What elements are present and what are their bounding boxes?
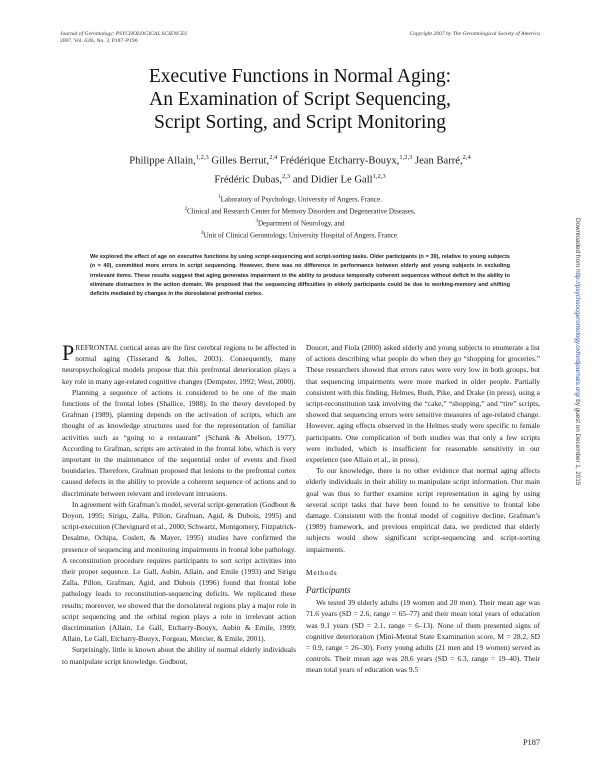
- sidebar-prefix: Downloaded from: [574, 218, 581, 270]
- journal-header: [60, 31, 187, 45]
- methods-heading: Methods: [306, 567, 338, 577]
- intro-paragraph-6: To our knowledge, there is no other evidence that normal aging affects elderly individuals in their ability to manipulate script information. Our main goal was thus to further examine script representation in aging by using several script tasks that have been found to be sensitive to frontal lobe damage. Consistent with the frontal model of cognitive decline, Grafman’s (1989) framework, and previous empirical data, we predicted that elderly subjects would show significant script-sequencing and script-sorting impairments.: [306, 466, 540, 554]
- download-sidebar: [571, 218, 581, 558]
- intro-paragraph-4: Surprisingly, little is known about the ability of normal elderly individuals to manipulate script knowledge. Godbout,: [62, 645, 296, 666]
- intro-paragraph-2: Planning a sequence of actions is considered to be one of the main functions of the frontal lobes (Shallice, 1988). In the theory developed by Grafman (1989), planning depends on the activation of scripts, which are thought of as knowledge structures used for the representation of familiar activities such as “going to a restaurant” (Schank & Abelson, 1977). According to Grafman, scripts are activated in the frontal lobe, which is very important in the maintenance of the sequential order of events and fixed boundaries. Therefore, Grafman proposed that lesions to the prefrontal cortex caused defects in the ability to provide a coherent sequence of actions and to discriminate between relevant and irrelevant intrusions.: [62, 387, 296, 498]
- affiliation-1: $^1$Laboratory of Psychology, University of Angers, France.: [218, 195, 382, 204]
- author-5-affil: 2,3: [282, 172, 291, 180]
- affiliation-3: $^3$Department of Neurology, and: [255, 218, 345, 228]
- author-3: Frédérique Etcharry-Bouyx,: [279, 155, 400, 167]
- author-3-affil: 1,2,3: [399, 154, 413, 161]
- intro-paragraph-1: PREFRONTAL cortical areas are the first cerebral regions to be affected in normal aging (Tisserand & Jolles, 2003). Consequently, many neuropsychological models propose that this prefrontal deterioration plays a key role in many age-related cognitive changes (Dempster, 1992; West, 2000).: [62, 340, 296, 386]
- author-list: [60, 150, 540, 187]
- page-number: P187: [522, 738, 540, 747]
- title-line-1: Executive Functions in Normal Aging:: [148, 66, 452, 87]
- article-title: [60, 65, 540, 134]
- title-line-2: An Examination of Script Sequencing,: [149, 89, 451, 110]
- journal-volume: 2007, Vol. 62B, No. 3, P187–P190: [60, 38, 138, 44]
- sidebar-url-link[interactable]: http://psychsocgerontology.oxfordjournals.org/: [574, 269, 581, 398]
- author-2: Gilles Berrut,: [211, 155, 270, 167]
- author-6-affil: 1,2,3: [372, 172, 386, 180]
- affiliation-2: $^2$Clinical and Research Center for Memory Disorders and Degenerative Diseases,: [184, 206, 416, 216]
- sidebar-suffix: by guest on December 1, 2015: [574, 397, 581, 486]
- body-column-left: [62, 342, 296, 667]
- intro-paragraph-5: Doucet, and Fiola (2000) asked elderly and young subjects to enumerate a list of actions describing what people do when they go “shopping for groceries.” These researchers showed that errors rates were very low in both groups, but that sequencing impairments were more marked in older people. Partially consistent with this finding, Helmes, Bush, Pike, and Drake (in press), using a script-reconstitution task involving the “cake,” “shopping,” and “tire” scripts, showed that sequencing errors were sensitive measures of age-related change. However, aging effects observed in the Helmes study were specific to female participants. One complication of both studies was that only a few scripts were included, which is insufficient for reasonable sensitivity in our experience (see Allain et al., in press).: [306, 343, 540, 465]
- body-column-right: [306, 342, 540, 676]
- affiliation-4: $^4$Unit of Clinical Gerontology, University Hospital of Angers, France.: [201, 230, 399, 240]
- author-2-affil: 2,4: [269, 154, 278, 161]
- participants-paragraph: We tested 39 elderly adults (19 women and 20 men). Their mean age was 71.6 years (SD = 2.6, range = 65–77) and their mean total years of education was 9.1 years (SD = 2.1, range = 6–13). None of them presented signs of cognitive deterioration (Mini-Mental State Examination score, M = 28.2, SD = 0.9, range = 26–30). Forty young adults (21 men and 19 women) served as controls. Their mean age was 28.6 years (SD = 6.3, range = 19–40). Their mean total years of education was 9.5: [306, 598, 540, 675]
- author-5: Frédéric Dubas,: [214, 174, 283, 186]
- author-4-affil: 2,4: [462, 154, 471, 161]
- author-1-affil: 1,2,3: [195, 154, 209, 161]
- author-6: and Didier Le Gall: [292, 174, 373, 186]
- copyright-notice: Copyright 2007 by The Gerontological Society of America: [409, 31, 540, 37]
- journal-name: Journal of Gerontology: PSYCHOLOGICAL SCIENCES: [60, 31, 188, 37]
- abstract: We explored the effect of age on executive functions by using script-sequencing and script-sorting tasks. Older participants (n = 39), relative to young subjects (n = 40), committed more errors in script sequencing. However, there was no difference in performance between elderly and young subjects in excluding irrelevant items. These results suggest that aging generates impairment in the ability to produce temporally coherent sequences without deficit in the ability to eliminate distractors in the action domain. We proposed that the sequencing difficulties in elderly participants could be due to working-memory and shifting deficits mediated by changes in the dorsolateral prefrontal cortex.: [90, 254, 510, 298]
- author-4: Jean Barré,: [414, 155, 463, 167]
- affiliations: [60, 193, 540, 241]
- participants-heading: Participants: [306, 585, 351, 596]
- title-line-3: Script Sorting, and Script Monitoring: [154, 112, 446, 133]
- intro-paragraph-3: In agreement with Grafman’s model, several script-generation (Godbout & Doyon, 1995; Sirigu, Zalla, Pillon, Grafman, Agid, & Dubois, 1995) and script-execution (Chevignard et al., 2000; Schwartz, Montgomery, Fitzpatrick-Desalme, Ochipa, Coslett, & Mayer, 1995) studies have confirmed the presence of sequencing and monitoring impairments in frontal lobe pathology. A reconstitution procedure requires participants to sort script activities into their proper sequence. Le Gall, Aubin, Allain, and Emile (1993) and Sirigu Zalla, Pillon, Grafman, Agid, and Dubois (1996) found that frontal lobe pathology leads to reconstitution-sequencing deficits. We replicated these results; moreover, we showed that the dorsolateral regions play a major role in script sequencing and the orbital region plays a role in irrelevant action discrimination (Allain, Le Gall, Etcharry-Bouyx, Aubin & Emile, 1999; Allain, Le Gall, Etcharry-Bouyx, Forgeau, Mercier, & Emile, 2001).: [62, 499, 296, 644]
- author-1: Philippe Allain,: [129, 155, 196, 167]
- drop-cap: P: [62, 340, 75, 365]
